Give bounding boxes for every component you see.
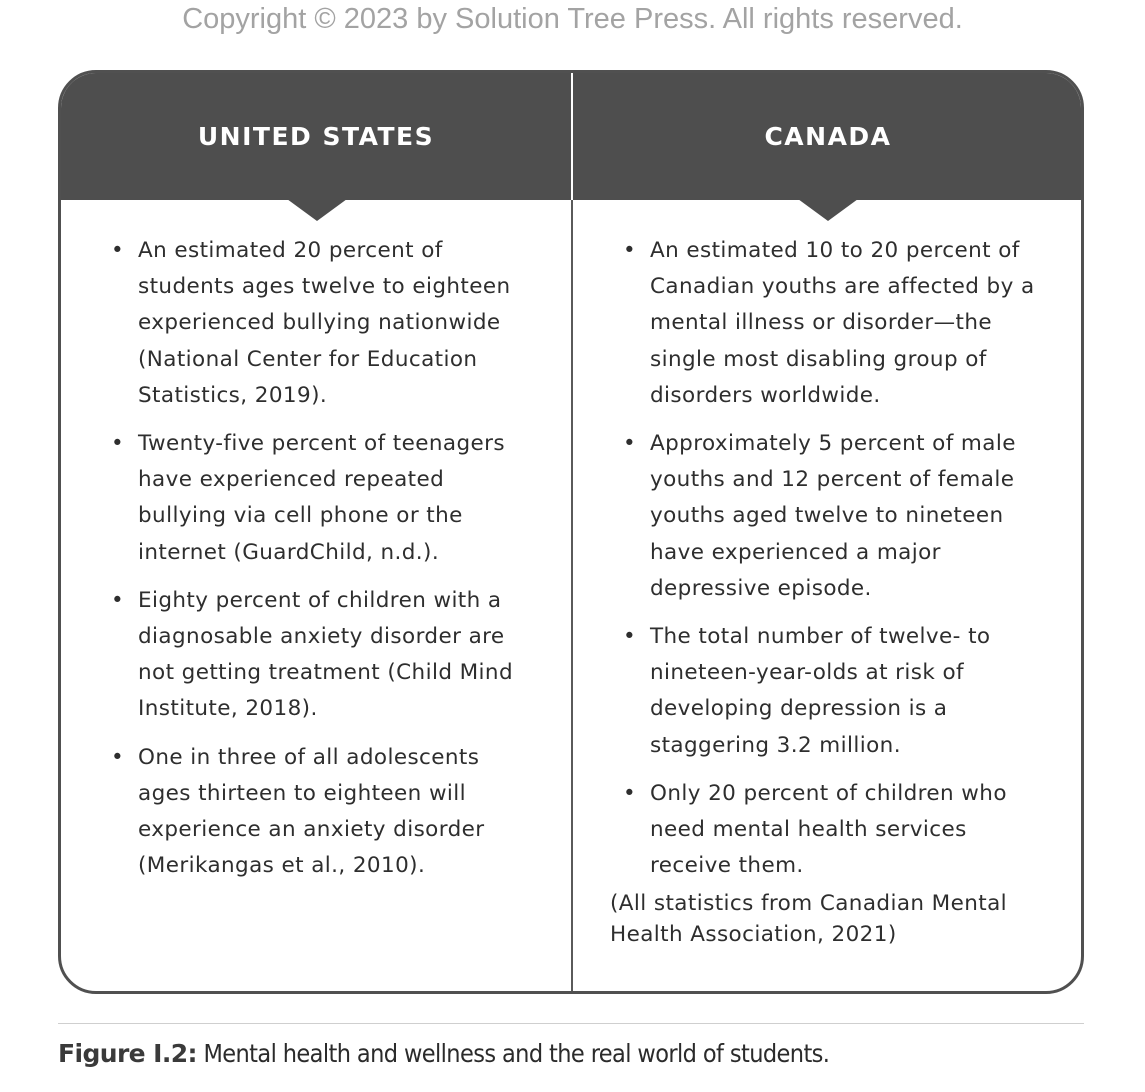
header-pointer-canada (798, 199, 858, 221)
figure-label: Figure I.2: (58, 1039, 197, 1068)
bullet: • (111, 238, 125, 263)
column-heading-canada: CANADA (764, 122, 892, 151)
source-note: (All statistics from Canadian Mental Health Association, 2021) (610, 891, 1008, 947)
bullet: • (623, 780, 637, 806)
column-divider (571, 73, 573, 991)
list-item: • An estimated 20 percent of students ages twelve to eighteen experienced bullying nationwide (National Center for Education Statistics, 2019). (111, 233, 531, 414)
comparison-table (58, 70, 1084, 994)
list-item: • Twenty-five percent of teenagers have experienced repeated bullying via cell phone or the internet (GuardChild, n.d.). (111, 426, 531, 571)
bullet: • (623, 238, 637, 263)
figure-caption (58, 1034, 1108, 1074)
list-item: • The total number of twelve- to nineteen-year-olds at risk of developing depression is a staggering 3.2 million. (623, 619, 1048, 764)
list-item: • Only 20 percent of children who need mental health services receive them. (623, 776, 1048, 885)
caption-rule (58, 1023, 1084, 1024)
bullet: • (111, 587, 125, 613)
united-states-list (111, 233, 531, 884)
figure-caption-text: Mental health and wellness and the real world of students. (196, 1039, 830, 1068)
united-states-column (111, 233, 531, 896)
bullet: • (111, 744, 125, 770)
canada-column (623, 233, 1048, 896)
header-pointer-united-states (287, 199, 347, 221)
column-heading-united-states: UNITED STATES (197, 122, 435, 151)
list-item: • One in three of all adolescents ages thirteen to eighteen will experience an anxiety disorder (Merikangas et al., 2010). (111, 740, 531, 885)
list-item: • An estimated 10 to 20 percent of Canadian youths are affected by a mental illness or disorder—the single most disabling group of disorders worldwide. (623, 233, 1048, 414)
bullet: • (111, 431, 125, 457)
bullet: • (623, 431, 637, 457)
header-divider (571, 73, 573, 200)
bullet: • (623, 624, 637, 650)
copyright-notice: Copyright © 2023 by Solution Tree Press. All rights reserved. (182, 3, 963, 35)
list-item: • Eighty percent of children with a diagnosable anxiety disorder are not getting treatment (Child Mind Institute, 2018). (111, 583, 531, 728)
list-item: • Approximately 5 percent of male youths and 12 percent of female youths aged twelve to nineteen have experienced a major depressive episode. (623, 426, 1048, 607)
canada-list (623, 233, 1048, 884)
